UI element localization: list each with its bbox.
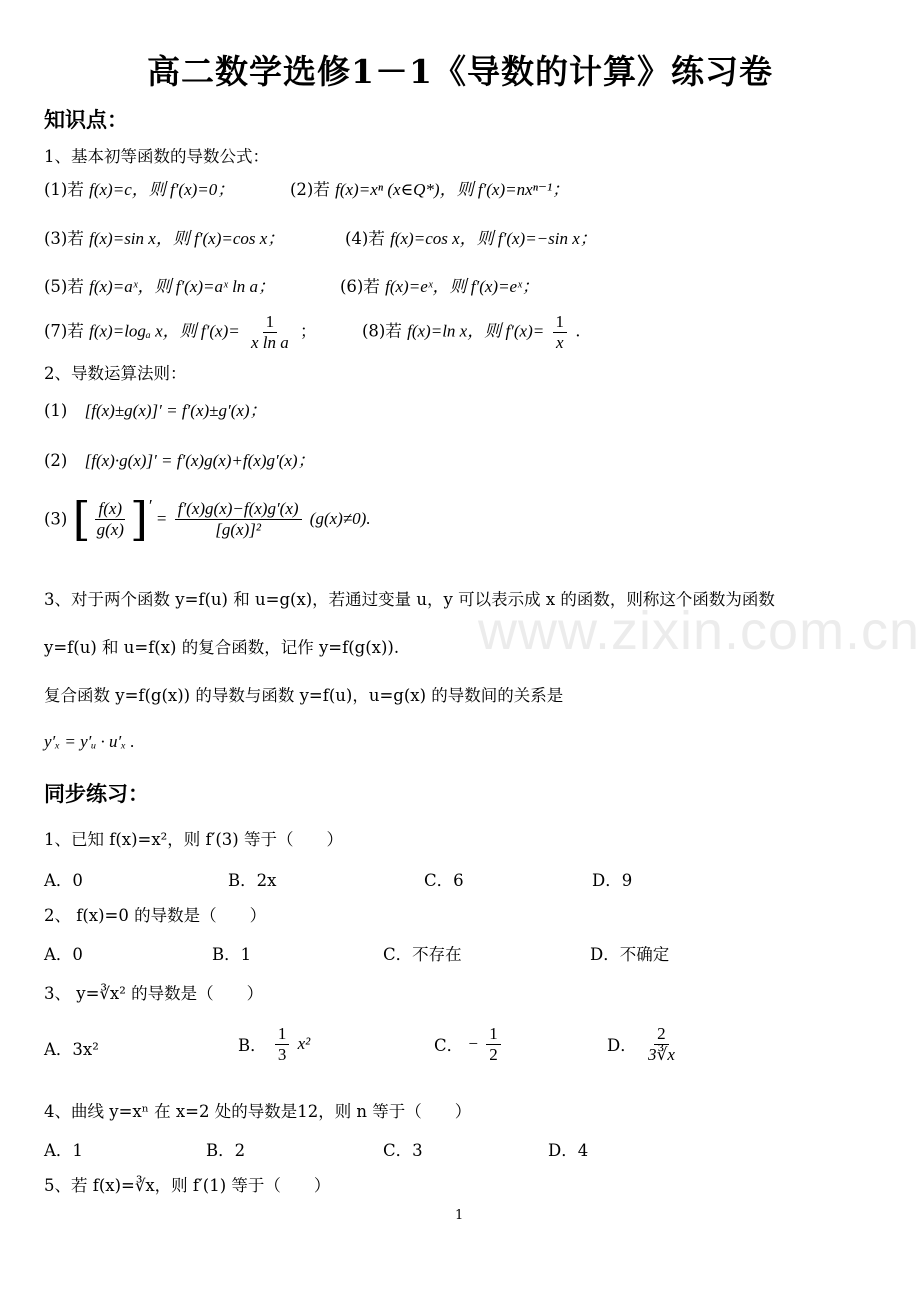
- question-2-option-c: C．不存在: [383, 945, 462, 964]
- formula-8-prefix: (8)若: [362, 321, 402, 341]
- question-3-option-d-denominator: 3∛x: [647, 1044, 675, 1064]
- rule-2-label: (2): [44, 451, 68, 470]
- question-3-option-d-label: D．: [607, 1036, 637, 1056]
- rule-1-body: [f(x)±g(x)]′ = f′(x)±g′(x)；: [84, 401, 267, 420]
- question-3-option-b-fraction: [275, 1024, 290, 1064]
- rule-3-right-bracket: ]: [129, 492, 148, 546]
- formula-4-prefix: (4)若: [345, 229, 385, 248]
- question-3: 3、 y=∛x² 的导数是（ ）: [44, 984, 264, 1003]
- formula-2-body: f(x)=xⁿ (x∈Q*)，则 f′(x)=nxⁿ⁻¹；: [335, 180, 570, 199]
- question-4-option-c: C．3: [383, 1141, 423, 1160]
- formula-8-end: .: [575, 321, 581, 341]
- section-3-line-2: y=f(u) 和 u=f(x) 的复合函数，记作 y=f(g(x)).: [44, 638, 400, 657]
- practice-heading: 同步练习：: [44, 781, 149, 806]
- page-title: 高二数学选修1－1《导数的计算》练习卷: [147, 52, 773, 91]
- formula-7-numerator: 1: [263, 312, 278, 333]
- question-4-option-d: D．4: [548, 1141, 589, 1160]
- section-1-title: 1、基本初等函数的导数公式：: [44, 147, 269, 166]
- question-3-option-d: [607, 1024, 681, 1064]
- question-3-option-b-numerator: 1: [275, 1024, 290, 1045]
- formula-7-denominator: x ln a: [250, 332, 289, 352]
- question-5: 5、若 f(x)=∛x，则 f′(1) 等于（ ）: [44, 1176, 331, 1195]
- rule-3: [44, 492, 371, 546]
- rule-3-label: (3): [44, 509, 68, 529]
- question-4-option-a: A．1: [44, 1141, 83, 1160]
- formula-8-fraction: [553, 312, 568, 352]
- question-4: 4、曲线 y=xⁿ 在 x=2 处的导数是12，则 n 等于（ ）: [44, 1102, 472, 1121]
- formula-8-numerator: 1: [553, 312, 568, 333]
- rule-3-fraction: [175, 499, 302, 539]
- question-3-option-a: A．3x²: [44, 1040, 99, 1059]
- formula-5-body: f(x)=aˣ，则 f′(x)=aˣ ln a；: [89, 277, 276, 296]
- formula-3-body: f(x)=sin x，则 f′(x)=cos x；: [89, 229, 285, 248]
- formula-6-body: f(x)=eˣ，则 f′(x)=eˣ；: [385, 277, 539, 296]
- formula-1-body: f(x)=c，则 f′(x)=0；: [89, 180, 235, 199]
- formula-7: [44, 312, 317, 352]
- rule-3-left-bracket: [: [72, 492, 91, 546]
- question-3-option-b-tail: x²: [297, 1034, 311, 1054]
- watermark: www.zixin.com.cn: [478, 601, 920, 661]
- formula-8-denominator: x: [555, 332, 564, 352]
- question-3-option-c-sign: −: [468, 1034, 478, 1054]
- rule-2-body: [f(x)·g(x)]′ = f′(x)g(x)+f(x)g′(x)；: [84, 451, 315, 470]
- formula-7-fraction: [248, 312, 292, 352]
- question-1-option-c: C．6: [424, 871, 464, 890]
- section-3-line-1: 3、对于两个函数 y=f(u) 和 u=g(x)，若通过变量 u，y 可以表示成 x 的函数，则称这个函数为函数: [44, 590, 775, 609]
- section-3-line-3: 复合函数 y=f(g(x)) 的导数与函数 y=f(u)，u=g(x) 的导数间的关系是: [44, 686, 564, 705]
- rule-1: [44, 396, 267, 421]
- question-3-option-b-denominator: 3: [277, 1044, 287, 1064]
- formula-8-body: f(x)=ln x，则 f′(x)=: [407, 321, 545, 341]
- question-3-option-b: [238, 1024, 310, 1064]
- formula-1-prefix: (1)若: [44, 180, 84, 199]
- rule-3-inner-denominator: g(x): [96, 519, 124, 539]
- section-2-title: 2、导数运算法则：: [44, 364, 187, 383]
- formula-8: [362, 312, 581, 352]
- question-3-option-c-denominator: 2: [489, 1044, 498, 1064]
- question-1-option-d: D．9: [592, 871, 633, 890]
- formula-2-prefix: (2)若: [290, 180, 330, 199]
- question-3-option-d-numerator: 2: [654, 1024, 669, 1045]
- section-3-chain-rule: y′ₓ = y′ᵤ · u′ₓ .: [44, 732, 135, 751]
- rule-3-denominator: [g(x)]²: [215, 519, 261, 539]
- formula-3-prefix: (3)若: [44, 229, 84, 248]
- formula-7-prefix: (7)若: [44, 321, 84, 341]
- rule-3-numerator: f′(x)g(x)−f(x)g′(x): [175, 499, 302, 520]
- rule-2: [44, 446, 315, 471]
- rule-1-label: (1): [44, 401, 68, 420]
- question-3-option-c-fraction: [486, 1024, 501, 1064]
- question-3-option-c: [434, 1024, 504, 1064]
- formula-2: [290, 175, 569, 200]
- formula-6-prefix: (6)若: [340, 277, 380, 296]
- question-2-option-b: B．1: [212, 945, 252, 964]
- page-number: 1: [455, 1208, 464, 1223]
- question-3-option-d-fraction: [645, 1024, 678, 1064]
- question-2-option-d: D．不确定: [590, 945, 670, 964]
- question-3-option-b-label: B．: [238, 1036, 267, 1056]
- formula-4: [345, 224, 597, 249]
- question-1-option-b: B．2x: [228, 871, 277, 890]
- formula-7-body: f(x)=logₐ x，则 f′(x)=: [89, 321, 240, 341]
- formula-3: [44, 224, 284, 249]
- question-1-option-a: A．0: [44, 871, 83, 890]
- question-4-option-b: B．2: [206, 1141, 246, 1160]
- question-2-option-a: A．0: [44, 945, 83, 964]
- formula-1: [44, 175, 234, 200]
- formula-5: [44, 272, 275, 297]
- question-1: 1、已知 f(x)=x²，则 f′(3) 等于（ ）: [44, 830, 343, 849]
- formula-7-end: ；: [300, 321, 317, 341]
- formula-5-prefix: (5)若: [44, 277, 84, 296]
- knowledge-heading: 知识点：: [44, 107, 128, 132]
- rule-3-condition: (g(x)≠0).: [309, 509, 371, 528]
- formula-6: [340, 272, 539, 297]
- question-2: 2、 f(x)=0 的导数是（ ）: [44, 906, 267, 925]
- rule-3-inner-numerator: f(x): [95, 499, 125, 520]
- rule-3-prime: ′: [147, 496, 152, 515]
- question-3-option-c-label: C．: [434, 1036, 464, 1056]
- rule-3-equals: =: [156, 509, 167, 528]
- formula-4-body: f(x)=cos x，则 f′(x)=−sin x；: [390, 229, 597, 248]
- question-3-option-c-numerator: 1: [486, 1024, 501, 1045]
- rule-3-inner-fraction: [94, 499, 127, 539]
